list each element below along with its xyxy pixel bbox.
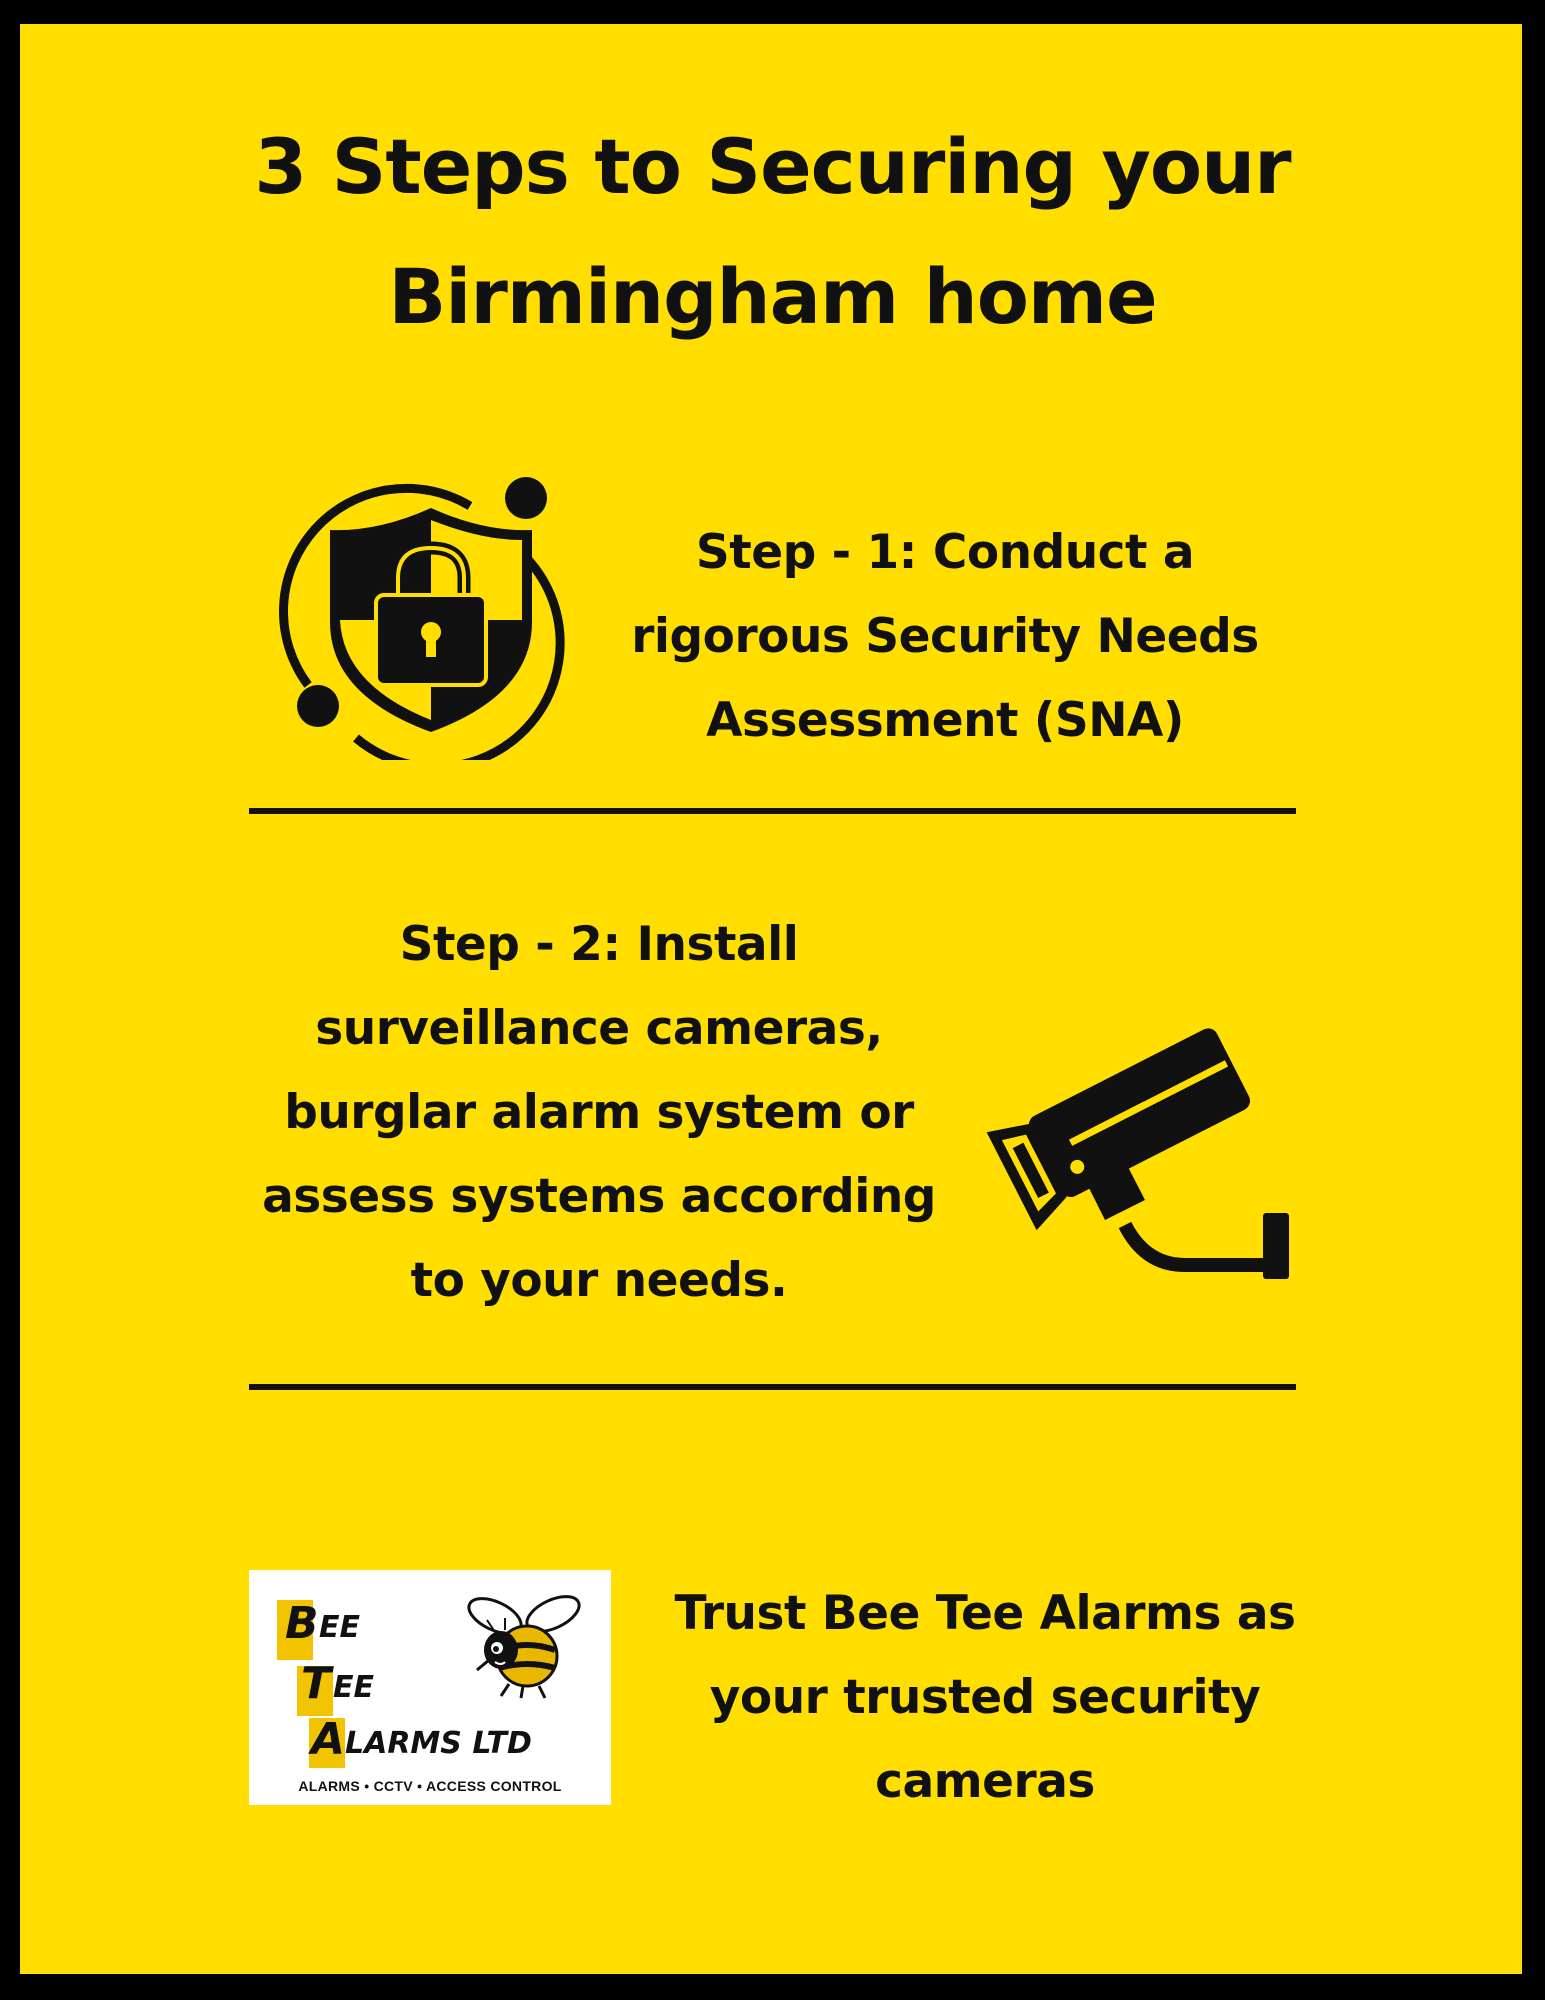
step-2-text (255, 903, 943, 1323)
logo-letter-t: T (301, 1658, 332, 1709)
logo-letter-b: B (285, 1598, 319, 1649)
step-2-line-3: burglar alarm system or (284, 1085, 914, 1140)
shield-lock-icon (278, 470, 588, 760)
step-1-line-3: Assessment (SNA) (706, 693, 1184, 748)
company-logo (249, 1570, 611, 1805)
step-2-line-5: to your needs. (410, 1253, 788, 1308)
step-1-line-2: rigorous Security Needs (631, 609, 1259, 664)
step-1-line-1: Step - 1: Conduct a (695, 525, 1195, 580)
logo-letter-a: A (311, 1714, 346, 1765)
logo-word-alarms-ltd: LARMS LTD (345, 1726, 532, 1761)
bee-icon (459, 1590, 589, 1700)
step-1-text (600, 511, 1290, 763)
footer-line-3: cameras (875, 1754, 1095, 1809)
title-line-1: 3 Steps to Securing your (254, 122, 1291, 211)
footer-line-1: Trust Bee Tee Alarms as (674, 1586, 1296, 1641)
title-line-2: Birmingham home (388, 252, 1157, 341)
cctv-camera-icon (955, 995, 1305, 1285)
logo-word-tee: EE (333, 1670, 374, 1705)
step-2-line-2: surveillance cameras, (315, 1001, 883, 1056)
step-2-line-1: Step - 2: Install (399, 917, 799, 972)
page-title (0, 102, 1545, 362)
logo-tagline: ALARMS • CCTV • ACCESS CONTROL (298, 1778, 562, 1794)
footer-line-2: your trusted security (709, 1670, 1261, 1725)
logo-word-bee: EE (319, 1610, 360, 1645)
divider-2 (249, 1384, 1296, 1390)
divider-1 (249, 808, 1296, 814)
step-2-line-4: assess systems according (262, 1169, 936, 1224)
footer-text (640, 1572, 1330, 1824)
